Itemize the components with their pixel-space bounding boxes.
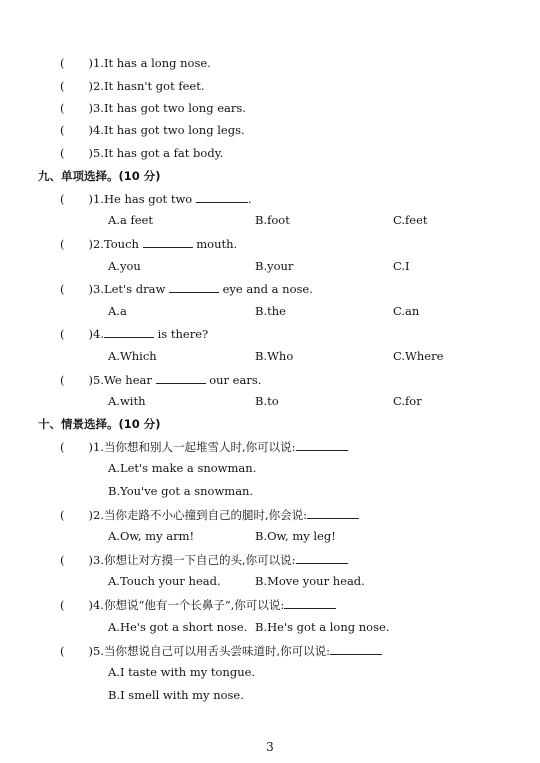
answer-blank[interactable] bbox=[296, 552, 348, 564]
answer-blank[interactable] bbox=[296, 439, 348, 451]
match-item-text: )2.It hasn't got feet. bbox=[88, 79, 205, 93]
s9-q5-option-b: B.to bbox=[255, 394, 279, 408]
match-item-text: )1.It has a long nose. bbox=[88, 56, 211, 70]
s9-q2-option-c: C.I bbox=[393, 259, 410, 273]
match-item-1 bbox=[60, 56, 211, 70]
s10-q1-option-a: A.Let's make a snowman. bbox=[108, 461, 257, 475]
question-text: )2.当你走路不小心撞到自己的腿时,你会说: bbox=[88, 508, 307, 522]
match-item-4 bbox=[60, 123, 245, 137]
s9-q1-option-c: C.feet bbox=[393, 213, 428, 227]
question-text-after: . bbox=[247, 192, 252, 206]
s9-q3-option-a: A.a bbox=[108, 304, 127, 318]
answer-blank[interactable] bbox=[284, 597, 336, 609]
answer-paren[interactable]: ( bbox=[60, 373, 65, 387]
s9-q4-option-c: C.Where bbox=[393, 349, 444, 363]
question-text: )5.当你想说自己可以用舌头尝味道时,你可以说: bbox=[88, 644, 330, 658]
s9-q2-option-a: A.you bbox=[108, 259, 141, 273]
s9-q5-option-a: A.with bbox=[108, 394, 146, 408]
question-text-after: eye and a nose. bbox=[222, 282, 313, 296]
question-text: )4. bbox=[88, 327, 104, 341]
answer-paren[interactable]: ( bbox=[60, 101, 65, 115]
question-text: )4.你想说“他有一个长鼻子”,你可以说: bbox=[88, 598, 285, 612]
s10-q2-option-a: A.Ow, my arm! bbox=[108, 529, 195, 543]
answer-paren[interactable]: ( bbox=[60, 192, 65, 206]
answer-paren[interactable]: ( bbox=[60, 553, 65, 567]
section-9-title: 九、单项选择。(10 分) bbox=[38, 169, 161, 183]
question-text: )5.We hear bbox=[88, 373, 152, 387]
answer-blank[interactable] bbox=[196, 191, 248, 203]
answer-blank[interactable] bbox=[330, 643, 382, 655]
question-text-after: our ears. bbox=[209, 373, 262, 387]
match-item-text: )3.It has got two long ears. bbox=[88, 101, 246, 115]
question-text: )1.He has got two bbox=[88, 192, 193, 206]
answer-blank[interactable] bbox=[169, 281, 219, 293]
match-item-text: )4.It has got two long legs. bbox=[88, 123, 245, 137]
match-item-5 bbox=[60, 146, 223, 160]
answer-paren[interactable]: ( bbox=[60, 56, 65, 70]
s9-q1-option-a: A.a feet bbox=[108, 213, 153, 227]
answer-paren[interactable]: ( bbox=[60, 79, 65, 93]
s10-q1-option-b: B.You've got a snowman. bbox=[108, 484, 254, 498]
s10-q5-option-b: B.I smell with my nose. bbox=[108, 688, 244, 702]
s9-q4-option-b: B.Who bbox=[255, 349, 294, 363]
answer-blank[interactable] bbox=[156, 372, 206, 384]
s9-question-3 bbox=[60, 281, 313, 296]
question-text: )1.当你想和别人一起堆雪人时,你可以说: bbox=[88, 440, 296, 454]
answer-paren[interactable]: ( bbox=[60, 282, 65, 296]
answer-blank[interactable] bbox=[143, 236, 193, 248]
answer-paren[interactable]: ( bbox=[60, 237, 65, 251]
match-item-text: )5.It has got a fat body. bbox=[88, 146, 224, 160]
s10-q3-option-b: B.Move your head. bbox=[255, 574, 365, 588]
page-number: 3 bbox=[266, 740, 274, 754]
answer-paren[interactable]: ( bbox=[60, 598, 65, 612]
answer-paren[interactable]: ( bbox=[60, 327, 65, 341]
answer-paren[interactable]: ( bbox=[60, 508, 65, 522]
s10-q3-option-a: A.Touch your head. bbox=[108, 574, 221, 588]
answer-paren[interactable]: ( bbox=[60, 440, 65, 454]
question-text: )3.Let's draw bbox=[88, 282, 166, 296]
answer-paren[interactable]: ( bbox=[60, 123, 65, 137]
question-text-after: mouth. bbox=[196, 237, 238, 251]
question-text: )2.Touch bbox=[88, 237, 139, 251]
question-text-after: is there? bbox=[157, 327, 209, 341]
s10-question-5 bbox=[60, 643, 382, 658]
s9-q2-option-b: B.your bbox=[255, 259, 294, 273]
s9-question-4 bbox=[60, 326, 208, 341]
answer-blank[interactable] bbox=[307, 507, 359, 519]
s9-question-5 bbox=[60, 372, 261, 387]
s9-q1-option-b: B.foot bbox=[255, 213, 290, 227]
s10-q2-option-b: B.Ow, my leg! bbox=[255, 529, 336, 543]
s10-q4-option-b: B.He's got a long nose. bbox=[255, 620, 390, 634]
answer-paren[interactable]: ( bbox=[60, 644, 65, 658]
s9-q3-option-c: C.an bbox=[393, 304, 420, 318]
answer-blank[interactable] bbox=[104, 326, 154, 338]
s9-question-2 bbox=[60, 236, 237, 251]
s10-question-4 bbox=[60, 597, 336, 612]
s10-q5-option-a: A.I taste with my tongue. bbox=[108, 665, 256, 679]
s9-q3-option-b: B.the bbox=[255, 304, 286, 318]
s10-question-3 bbox=[60, 552, 348, 567]
s9-q5-option-c: C.for bbox=[393, 394, 422, 408]
section-10-title: 十、情景选择。(10 分) bbox=[38, 417, 161, 431]
s9-question-1 bbox=[60, 191, 252, 206]
match-item-2 bbox=[60, 79, 205, 93]
s9-q4-option-a: A.Which bbox=[108, 349, 157, 363]
question-text: )3.你想让对方摸一下自己的头,你可以说: bbox=[88, 553, 296, 567]
s10-question-1 bbox=[60, 439, 348, 454]
answer-paren[interactable]: ( bbox=[60, 146, 65, 160]
s10-question-2 bbox=[60, 507, 359, 522]
s10-q4-option-a: A.He's got a short nose. bbox=[108, 620, 248, 634]
match-item-3 bbox=[60, 101, 246, 115]
